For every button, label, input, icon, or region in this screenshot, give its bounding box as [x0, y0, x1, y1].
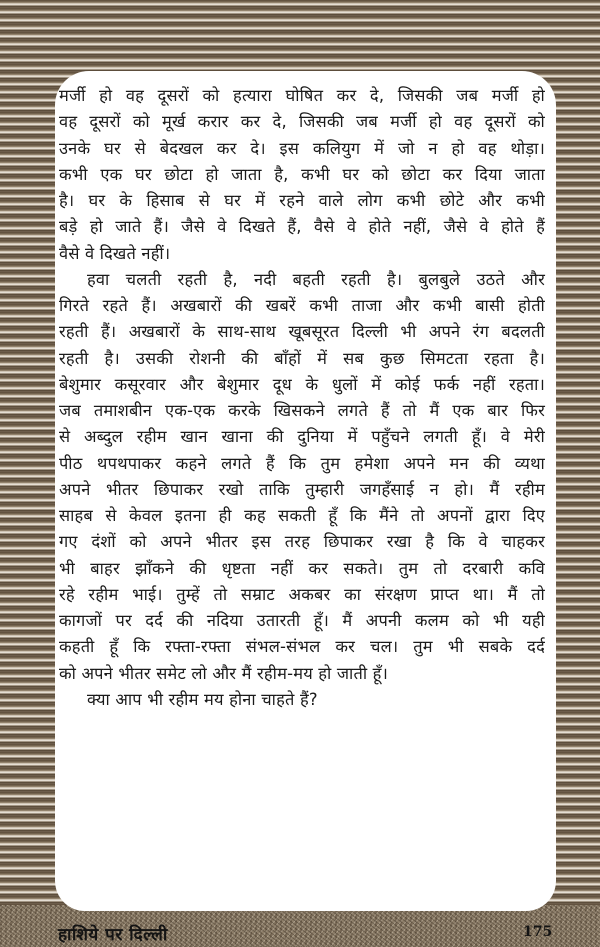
text-line: अपने भीतर छिपाकर रखो ताकि तुम्हारी जगहँसाई न हो। मैं रहीम [59, 479, 545, 499]
text-line: हवा चलती रहती है, नदी बहती रहती है। बुलबुले उठते और [87, 269, 545, 289]
text-line: बेशुमार कसूरवार और बेशुमार दूध के धुलों में कोई फर्क नहीं रहता। [59, 374, 545, 394]
text-line: रहती हैं। अखबारों के साथ-साथ खूबसूरत दिल्ली भी अपने रंग बदलती [59, 322, 545, 342]
text-line: वैसे वे दिखते नहीं। [59, 243, 171, 263]
text-line: गिरते रहते हैं। अखबारों की खबरें कभी ताजा और कभी बासी होती [59, 296, 545, 315]
text-line: रहती है। उसकी रोशनी की बाँहों में सब कुछ सिमटता रहता है। [59, 348, 545, 368]
paragraph-1 [59, 83, 545, 267]
paragraph-2 [59, 267, 545, 687]
running-footer-book-title: हाशिये पर दिल्ली [58, 925, 168, 945]
body-text [59, 83, 545, 713]
text-line: को अपने भीतर समेट लो और मैं रहीम-मय हो जाती हूँ। [59, 663, 388, 683]
text-line: कभी एक घर छोटा हो जाता है, कभी घर को छोटा कर दिया जाता [59, 164, 545, 184]
text-line: बड़े हो जाते हैं। जैसे वे दिखते हैं, वैसे वे होते नहीं, जैसे वे होते हैं [59, 217, 545, 237]
text-line: वह दूसरों को मूर्ख करार कर दे, जिसकी जब मर्जी हो वह दूसरों को [59, 112, 545, 132]
text-line: उनके घर से बेदखल कर दे। इस कलियुग में जो न हो वह थोड़ा। [59, 138, 545, 158]
text-line: पीठ थपथपाकर कहने लगते हैं कि तुम हमेशा अपने मन की व्यथा [59, 453, 545, 473]
text-line: कहती हूँ कि रफ्ता-रफ्ता संभल-संभल कर चल। तुम भी सबके दर्द [59, 637, 545, 657]
text-line: है। घर के हिसाब से घर में रहने वाले लोग कभी छोटे और कभी [59, 191, 545, 210]
text-line: रहे रहीम भाई। तुम्हें तो सम्राट अकबर का संरक्षण प्राप्त था। मैं तो [59, 584, 545, 604]
text-line: क्या आप भी रहीम मय होना चाहते हैं? [87, 689, 318, 709]
text-line: गए दंशों को अपने भीतर इस तरह छिपाकर रखा है कि वे चाहकर [59, 532, 545, 552]
text-line: मर्जी हो वह दूसरों को हत्यारा घोषित कर दे, जिसकी जब मर्जी हो [59, 86, 545, 105]
text-line: कागजों पर दर्द की नदिया उतारती हूँ। मैं अपनी कलम को भी यही [59, 611, 545, 630]
paragraph-3 [59, 687, 545, 713]
text-line: जब तमाशबीन एक-एक करके खिसकने लगते हैं तो मैं एक बार फिर [59, 401, 545, 420]
text-line: से अब्दुल रहीम खान खाना की दुनिया में पहुँचने लगती हूँ। वे मेरी [59, 427, 545, 447]
text-line: साहब से केवल इतना ही कह सकती हूँ कि मैंने तो अपनों द्वारा दिए [59, 506, 545, 525]
text-line: भी बाहर झाँकने की धृष्टता नहीं कर सकते। तुम तो दरबारी कवि [59, 558, 545, 578]
page-number: 175 [523, 924, 553, 940]
